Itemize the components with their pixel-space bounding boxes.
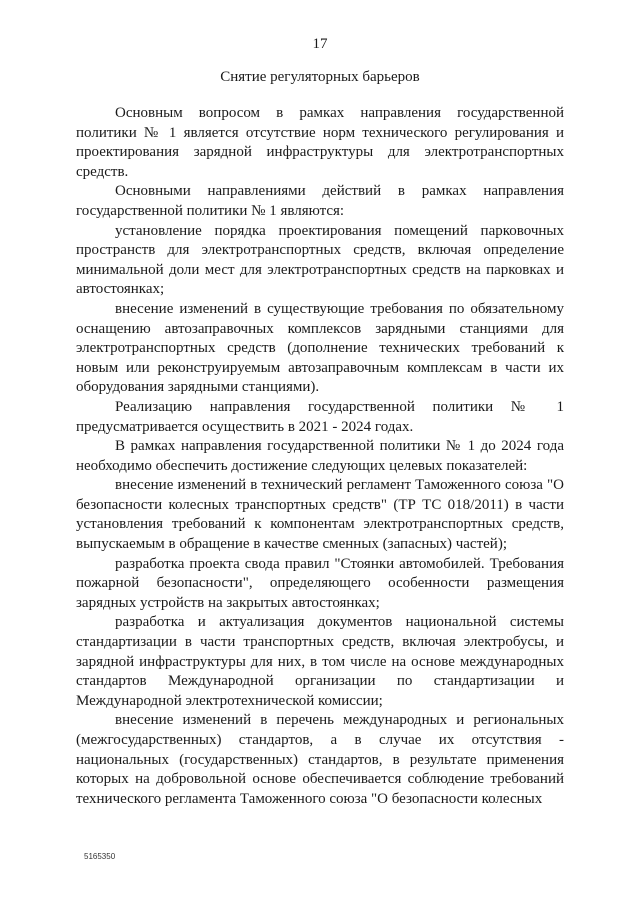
paragraph: Основным вопросом в рамках направления государственной политики № 1 является отсутствие норм технического регулирования и проектирования зарядной инфраструктуры для электротранспортных средств. <box>76 105 564 180</box>
paragraph: Реализацию направления государственной политики № 1 предусматривается осуществить в 2021 - 2024 годах. <box>76 398 564 435</box>
paragraph: внесение изменений в технический регламент Таможенного союза "О безопасности колесных транспортных средств" (ТР ТС 018/2011) в части установления требований к компонентам электротранспортных средств, выпускаемым в обращение в качестве сменных (запасных) частей); <box>76 477 564 553</box>
section-heading: Снятие регуляторных барьеров <box>220 69 420 85</box>
paragraph: разработка проекта свода правил "Стоянки автомобилей. Требования пожарной безопасности", определяющего особенности размещения зарядных устройств на закрытых автостоянках; <box>76 555 564 611</box>
page-number: 17 <box>312 36 328 52</box>
paragraph: Основными направлениями действий в рамках направления государственной политики № 1 являются: <box>76 183 564 219</box>
paragraph: установление порядка проектирования помещений парковочных пространств для электротранспортных средств, включая определение минимальной доли мест для электротранспортных средств на парковках и автостоянках; <box>76 222 564 298</box>
paragraph: внесение изменений в перечень международных и региональных (межгосударственных) стандартов, а в случае их отсутствия - национальных (государственных) стандартов, в результате применения которых на добровольной основе обеспечивается соблюдение требований технического регламента Таможенного союза "О безопасности колесных <box>76 712 564 807</box>
paragraph: разработка и актуализация документов национальной системы стандартизации в части транспортных средств, включая электробусы, и зарядной инфраструктуры для них, в том числе на основе международных стандартов Международной организации по стандартизации и Международной электротехнической комиссии; <box>76 614 564 709</box>
document-code: 5165350 <box>84 852 116 861</box>
paragraph: В рамках направления государственной политики № 1 до 2024 года необходимо обеспечить достижение следующих целевых показателей: <box>76 438 564 474</box>
paragraph: внесение изменений в существующие требования по обязательному оснащению автозаправочных комплексов зарядными станциями для электротранспортных средств (дополнение технических требований к новым или реконструируемым автозаправочным комплексам в части их оборудования зарядными станциями). <box>76 300 564 396</box>
body-text <box>76 104 564 809</box>
